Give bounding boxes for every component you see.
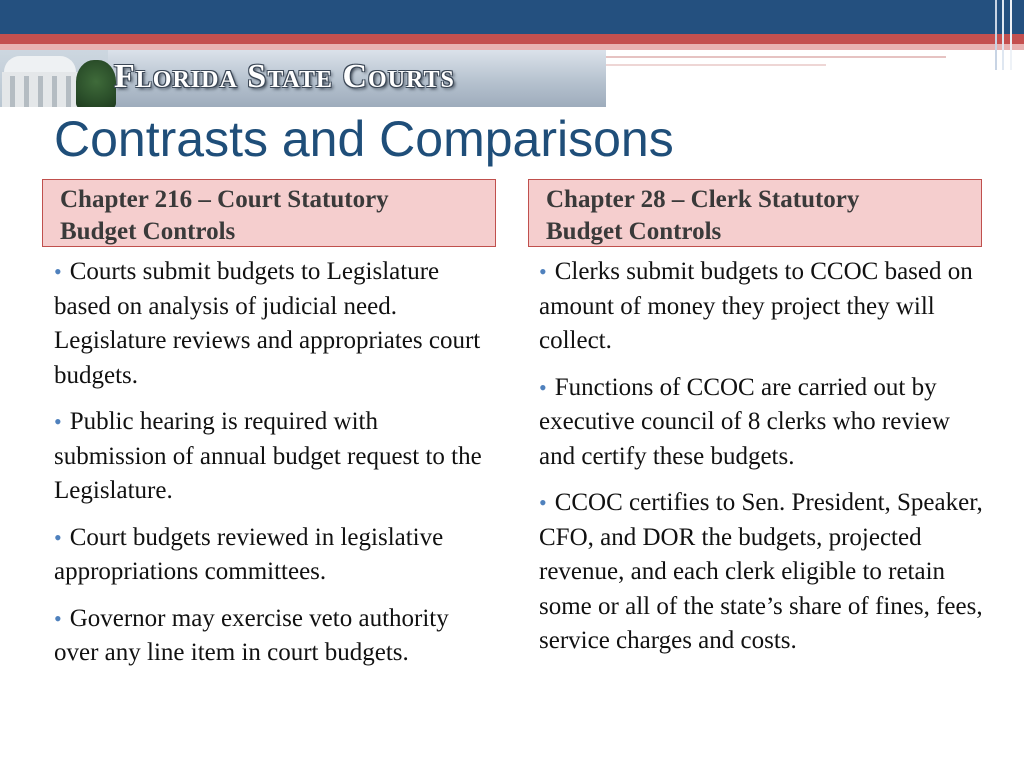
top-band-red <box>0 34 1024 44</box>
left-bullet-list <box>54 255 484 683</box>
bullet-dot-icon: • <box>539 259 547 284</box>
left-heading-line1: Chapter 216 – Court Statutory <box>60 186 389 213</box>
bullet-dot-icon: • <box>54 259 62 284</box>
right-column-heading <box>528 179 982 247</box>
courthouse-image <box>0 50 108 107</box>
bullet-text: Court budgets reviewed in legislative appropriations committees. <box>54 523 444 585</box>
list-item <box>54 255 484 393</box>
decorative-line <box>606 56 946 58</box>
decorative-lines <box>990 0 1024 70</box>
bullet-dot-icon: • <box>54 605 62 631</box>
list-item <box>54 405 484 509</box>
bullet-text: Public hearing is required with submission of annual budget request to the Legislature. <box>54 408 482 504</box>
header-banner <box>0 50 606 107</box>
bullet-text: Functions of CCOC are carried out by executive council of 8 clerks who review and certify these budgets. <box>539 373 950 470</box>
decorative-line <box>606 64 826 66</box>
bullet-dot-icon: • <box>539 490 547 515</box>
list-item <box>54 602 484 671</box>
bullet-dot-icon: • <box>54 524 62 550</box>
list-item <box>539 371 989 475</box>
list-item <box>539 486 989 659</box>
bullet-text: CCOC certifies to Sen. President, Speaker, CFO, and DOR the budgets, projected revenue, and each clerk eligible to retain some or all of the state’s share of fines, fees, service charges and costs. <box>539 489 983 654</box>
list-item <box>539 255 989 359</box>
bullet-dot-icon: • <box>54 409 62 434</box>
bullet-text: Governor may exercise veto authority over any line item in court budgets. <box>54 604 449 666</box>
right-bullet-list <box>539 255 989 671</box>
slide-title: Contrasts and Comparisons <box>54 111 674 167</box>
left-heading-line2: Budget Controls <box>60 218 236 245</box>
bullet-text: Courts submit budgets to Legislature based on analysis of judicial need. Legislature reviews and appropriates court budgets. <box>54 258 481 389</box>
left-column-heading <box>42 179 496 247</box>
bullet-text: Clerks submit budgets to CCOC based on amount of money they project they will collect. <box>539 258 973 354</box>
list-item <box>54 521 484 590</box>
bullet-dot-icon: • <box>539 374 547 400</box>
banner-title: Florida State Courts <box>114 58 455 95</box>
right-heading-line2: Budget Controls <box>546 218 722 245</box>
right-heading-line1: Chapter 28 – Clerk Statutory <box>546 186 860 213</box>
top-band-blue <box>0 0 1024 34</box>
